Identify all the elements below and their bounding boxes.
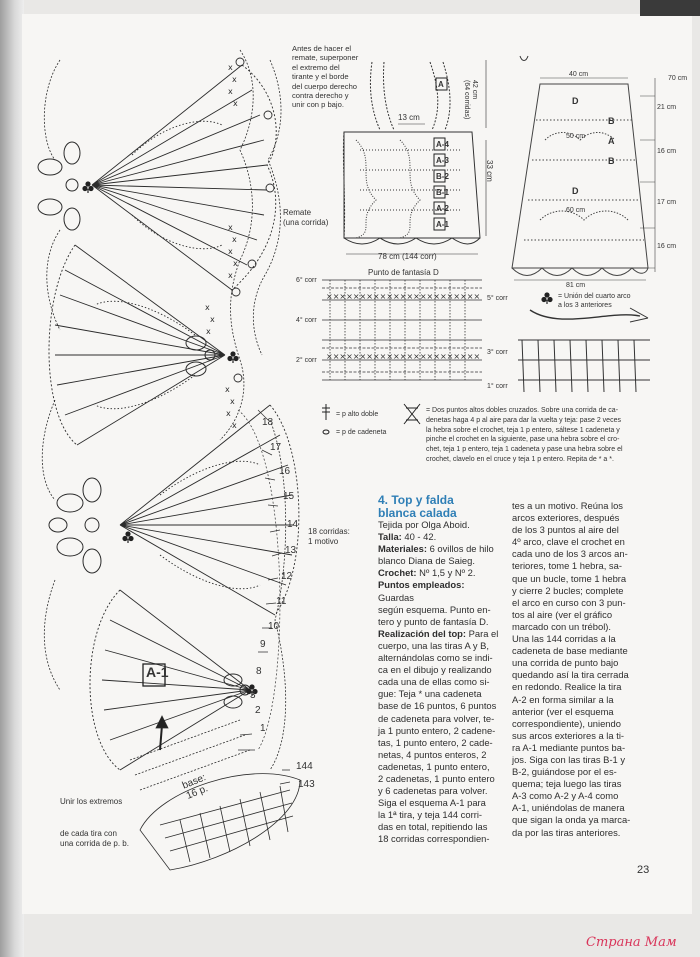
article-heading: 4. Top y falda blanca calada (378, 493, 457, 520)
svg-text:x: x (232, 421, 237, 430)
article-realizacion (378, 628, 500, 846)
row-number: 13 (285, 545, 297, 556)
article-materiales (378, 543, 500, 567)
fantasia-x-marks (326, 292, 480, 361)
skirt-letter: D (572, 96, 579, 106)
svg-text:x: x (232, 235, 237, 244)
page-number: 23 (637, 864, 650, 876)
strip-label: A-3 (436, 156, 449, 165)
row-number: 18 (262, 417, 274, 428)
svg-text:x: x (228, 271, 233, 280)
union-note: = Unión del cuarto arco a los 3 anteriores (558, 293, 631, 309)
strip-label: A-2 (436, 204, 449, 213)
talla-label: Talla: (378, 531, 402, 543)
strip-label: A-1 (436, 220, 449, 229)
svg-text:x: x (206, 327, 211, 336)
svg-text:x: x (225, 385, 230, 394)
row-number: 12 (281, 571, 293, 582)
svg-text:x: x (205, 303, 210, 312)
strip-label: B-2 (436, 172, 449, 181)
remate-label: Remate (una corrida) (283, 208, 329, 227)
puntos-label: Puntos empleados: (378, 579, 465, 591)
skirt-letter: A (608, 136, 615, 146)
dim-13: 13 cm (398, 113, 420, 122)
row-number: 10 (268, 621, 280, 632)
fantasia-row-label: 1° corr (487, 383, 508, 390)
article-crochet (378, 567, 500, 579)
fantasia-row-label: 5° corr (487, 295, 508, 302)
crochet-label: Crochet: (378, 567, 417, 579)
fantasia-row-label: 2° corr (296, 357, 317, 364)
fantasia-row-label: 4° corr (296, 317, 317, 324)
skirt-low-width: 60 cm (566, 207, 586, 214)
fantasia-row-label: 3° corr (487, 349, 508, 356)
skirt-letter: D (572, 186, 579, 196)
row-number: 9 (260, 639, 266, 650)
svg-text:x: x (232, 75, 237, 84)
svg-text:x: x (210, 315, 215, 324)
skirt-section: 21 cm (657, 104, 677, 111)
corridas-label: 18 corridas: 1 motivo (308, 527, 350, 546)
talla-value: 40 - 42. (401, 531, 437, 543)
skirt-mid-width: 50 cm (566, 133, 586, 140)
watermark: Страна Мам (586, 935, 677, 950)
skirt-letter: B (608, 116, 615, 126)
base-label: base: 16 p. (180, 772, 210, 802)
svg-text:×××××××××××××××××××××××: ××××××××××××××××××××××× (326, 352, 481, 361)
realizacion-value: Para el cuerpo, una las tiras A y B, alternándolas como se indi- ca en el dibujo y realizando cada una de ellas como si- gue: Teja * una cadeneta base de 16 puntos, 6 puntos de cadeneta para volver, te- ja 1 punto entero, 2 cadene- tas, 1 punto entero, 2 cade- netas, 4 puntos enteros, 2 cadenetas, 1 punto entero, 2 cadenetas, 1 punto entero y 6 cadenetas para volver. Siga el esquema A-1 para la 1ª tira, y teja 144 corri- das en total, repitiendo las 18 corridas correspondien- (378, 627, 499, 845)
legend-alto-doble: = p alto doble (336, 411, 379, 418)
skirt-top-width: 40 cm (569, 71, 589, 78)
x-stitch-edges (205, 63, 238, 430)
unir-label: Unir los extremos (60, 797, 123, 806)
article-puntos (378, 579, 500, 627)
base-grid (130, 716, 300, 870)
svg-text:×××××××××××××××××××××××: ××××××××××××××××××××××× (326, 292, 481, 301)
union-detail (518, 308, 650, 392)
skirt-height: 70 cm (668, 75, 688, 82)
article-column-2: tes a un motivo. Reúna los arcos exteriores, después de los 3 puntos al aire del 4º arco, clave el crochet en cada uno de los 3 arcos an- teriores, tome 1 hebra, sa- que un bucle, tome 1 hebra y cierre 2 bucles; complete el arco en curso con 3 pun- tos al aire (ver el gráfico marcado con un trébol). Una las 144 corridas a la cadeneta de base mediante una corrida de punto bajo quedando así la tira cerrada en redondo. Realice la tira A-2 en forma similar a la anterior (ver el esquema correspondiente), uniendo sus arcos exteriores a la ti- ra A-1 mediante puntos ba- jos. Siga con las tiras B-1 y B-2, guiándose por el es- quema; teja luego las tiras A-3 como A-2 y A-4 como A-1, uniéndolas de manera que sigan la onda ya marca- da por las tiras anteriores. (512, 500, 631, 838)
skirt-diagram (512, 56, 655, 280)
row-number: 2 (255, 705, 261, 716)
row-number: 8 (256, 666, 262, 677)
legend-cadeneta: = p de cadeneta (336, 429, 387, 436)
row-number: 14 (287, 519, 299, 530)
strip-label: A-4 (436, 140, 449, 149)
fantasia-row-label: 6° corr (296, 277, 317, 284)
svg-text:x: x (228, 223, 233, 232)
fantasia-title: Punto de fantasía D (368, 268, 439, 277)
realizacion-label: Realización del top: (378, 627, 467, 639)
materiales-value: 6 ovillos de hilo blanco Diana de Saieg. (378, 543, 494, 567)
dim-78: 78 cm (144 corr) (378, 252, 437, 261)
svg-text:x: x (226, 409, 231, 418)
dim-33: 33 cm (485, 160, 494, 182)
row-number: 17 (270, 442, 282, 453)
row-number: 11 (276, 596, 287, 607)
skirt-section: 16 cm (657, 243, 677, 250)
skirt-hem-width: 81 cm (566, 282, 586, 289)
svg-text:x: x (228, 87, 233, 96)
dim-strap: 42 cm (64 corridas) (463, 80, 478, 120)
crochet-value: Nº 1,5 y Nº 2. (416, 567, 476, 579)
article-talla (378, 531, 500, 543)
row-number: 1 (260, 723, 266, 734)
article-column-1 (378, 494, 500, 846)
row-number: 16 (279, 466, 291, 477)
skirt-section: 16 cm (657, 148, 677, 155)
svg-text:x: x (233, 99, 238, 108)
strip-label: B-1 (436, 188, 449, 197)
row-144-label: 144 (296, 761, 313, 772)
puntos-value: Guardas según esquema. Punto en- tero y punto de fantasía D. (378, 591, 491, 627)
row-number: 15 (283, 491, 295, 502)
svg-text:x: x (228, 63, 233, 72)
row-number: 3 (250, 690, 256, 701)
row-143-label: 143 (298, 779, 315, 790)
top-diagram-note: Antes de hacer el remate, superponer el extremo del tirante y el borde del cuerpo derecho contra derecho y unir con p bajo. (292, 44, 359, 110)
strip-a1-label: A-1 (146, 664, 169, 680)
skirt-section: 17 cm (657, 199, 677, 206)
strip-label: A (438, 80, 444, 89)
unir-label-2: de cada tira con una corrida de p. b. (60, 829, 129, 848)
svg-text:x: x (230, 397, 235, 406)
skirt-letter: B (608, 156, 615, 166)
materiales-label: Materiales: (378, 543, 427, 555)
legend-cruzados: = Dos puntos altos dobles cruzados. Sobre una corrida de ca- denetas haga 4 p al aire para dar la vuelta y teja: pase 2 veces la hebra sobre el crochet, teja 1 p entero, sáltese 1 cadeneta y pinche el crochet en la siguiente, pase una hebra sobre el cro- chet, teja 1 p entero, teja 1 cadeneta y pase una hebra sobre el crochet, clavelo en el cruce y teja 1 p entero. Repita de * a *. (426, 407, 623, 463)
svg-text:x: x (228, 247, 233, 256)
svg-text:x: x (233, 259, 238, 268)
article-author: Tejida por Olga Aboid. (378, 519, 470, 530)
